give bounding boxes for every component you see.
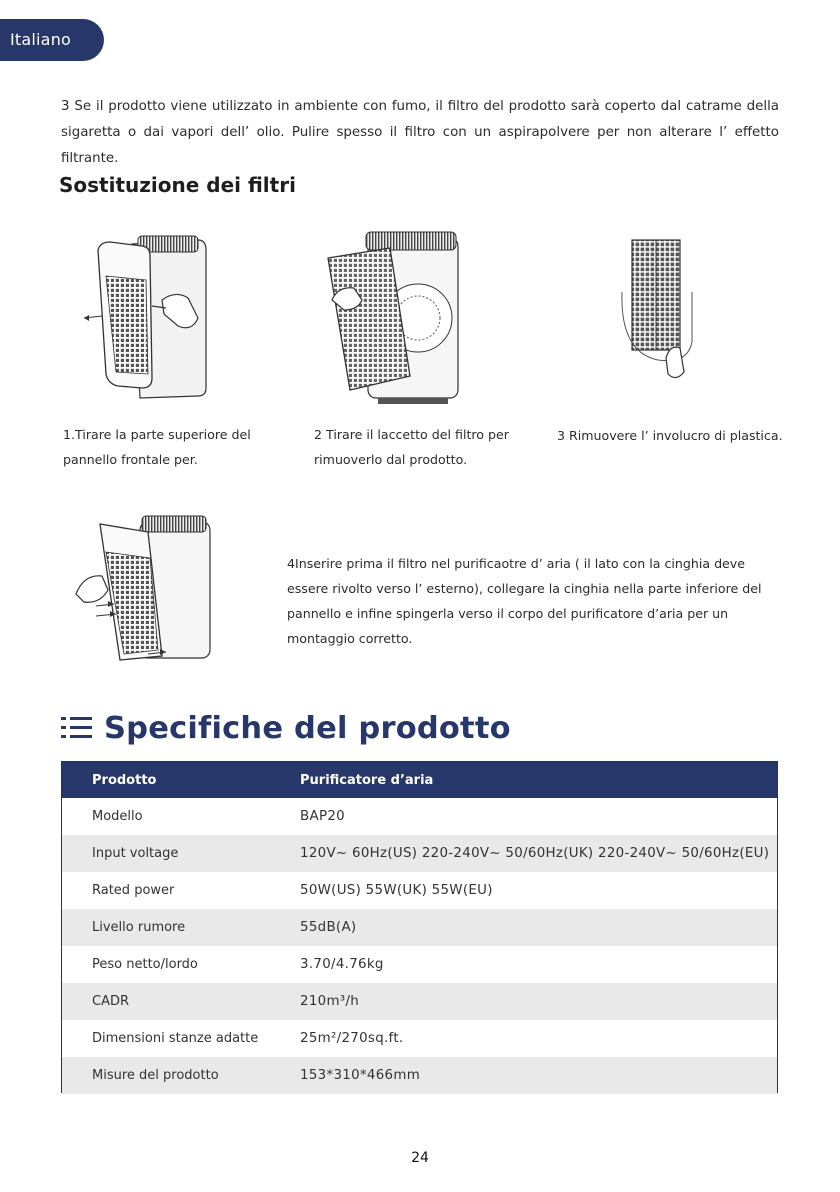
row-value: 25m²/270sq.ft.: [300, 1031, 404, 1046]
table-row: [62, 946, 777, 983]
step3-caption: 3 Rimuovere l’ involucro di plastica.: [557, 428, 783, 443]
step2-illustration: [318, 228, 468, 408]
row-value: 120V~ 60Hz(US) 220-240V~ 50/60Hz(UK) 220-240V~ 50/60Hz(EU): [300, 846, 770, 861]
intro-paragraph: 3 Se il prodotto viene utilizzato in ambiente con fumo, il filtro del prodotto sarà coperto dal catrame della sigaretta o dai vapori dell’ olio. Pulire spesso il filtro con un aspirapolvere per non alterare l’ effetto filtrante.: [61, 99, 779, 166]
row-label: CADR: [92, 994, 130, 1009]
row-label: Livello rumore: [92, 920, 186, 935]
row-label: Rated power: [92, 883, 175, 898]
row-label: Input voltage: [92, 846, 179, 861]
table-row: [62, 909, 777, 946]
row-label: Peso netto/lordo: [92, 957, 198, 972]
row-value: BAP20: [300, 809, 345, 824]
specs-table: [61, 761, 778, 1093]
specs-title: Specifiche del prodotto: [104, 710, 511, 746]
step2-caption: 2 Tirare il laccetto del filtro per rimuoverlo dal prodotto.: [314, 427, 509, 467]
step3-illustration: [610, 232, 710, 392]
page-number: 24: [411, 1150, 429, 1166]
header-value: Purificatore d’aria: [300, 772, 434, 788]
table-row: [62, 872, 777, 909]
table-row: [62, 1057, 777, 1094]
row-label: Modello: [92, 809, 143, 824]
table-row: [62, 798, 777, 835]
header-label: Prodotto: [92, 772, 157, 788]
specs-table-header: [62, 762, 777, 798]
step1-caption: 1.Tirare la parte superiore del pannello frontale per.: [63, 427, 251, 467]
row-value: 210m³/h: [300, 994, 360, 1009]
step4-caption: 4Inserire prima il filtro nel purificaotre d’ aria ( il lato con la cinghia deve essere rivolto verso l’ esterno), collegare la cinghia nella parte inferiore del pannello e infine spingerla verso il corpo del purificatore d’aria per un montaggio corretto.: [287, 556, 762, 646]
table-row: [62, 1020, 777, 1057]
table-row: [62, 983, 777, 1020]
step1-illustration: [80, 228, 220, 403]
row-label: Misure del prodotto: [92, 1068, 219, 1083]
list-icon: [60, 713, 94, 743]
language-tab: Italiano: [0, 19, 104, 61]
step4-illustration: [70, 510, 220, 665]
row-value: 55dB(A): [300, 920, 357, 935]
row-label: Dimensioni stanze adatte: [92, 1031, 259, 1046]
row-value: 50W(US) 55W(UK) 55W(EU): [300, 883, 493, 898]
table-row: [62, 835, 777, 872]
specs-rows: [62, 798, 777, 1094]
specs-heading: [60, 706, 511, 750]
row-value: 3.70/4.76kg: [300, 957, 384, 972]
filter-section-title: Sostituzione dei filtri: [59, 173, 296, 197]
row-value: 153*310*466mm: [300, 1068, 421, 1083]
